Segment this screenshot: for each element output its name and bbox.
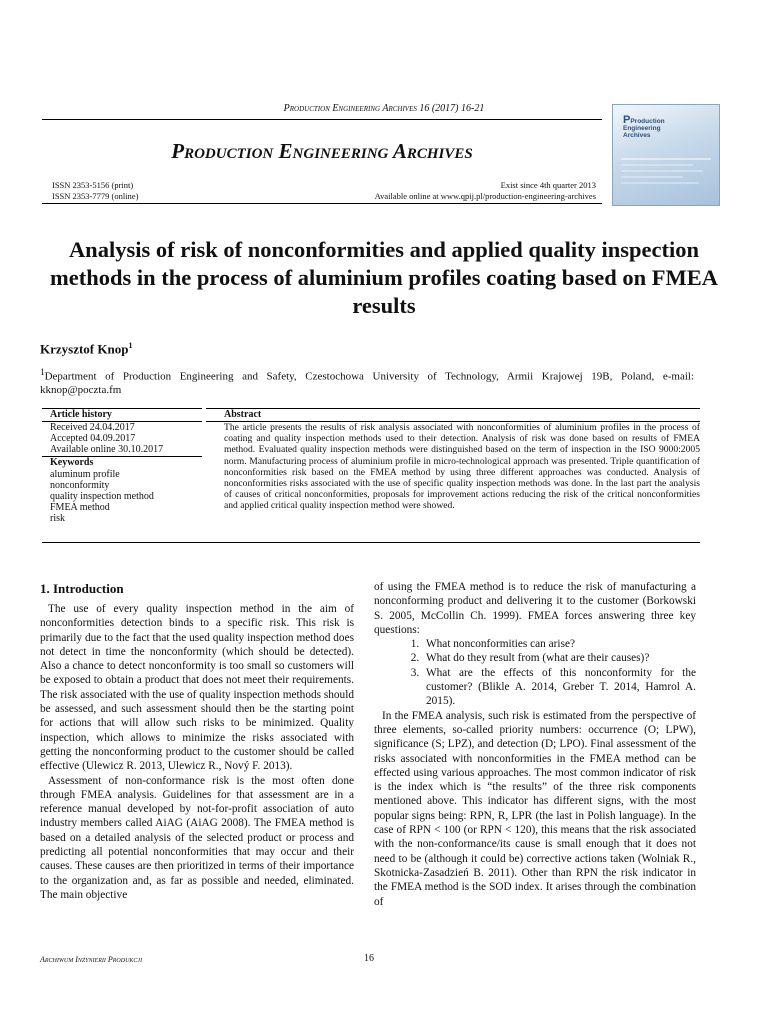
list-item: 1. What nonconformities can arise? xyxy=(422,637,696,651)
body-column-right xyxy=(374,580,696,909)
metadata-bottom-rule xyxy=(42,542,700,543)
keyword-item: risk xyxy=(50,513,65,525)
running-head: Production Engineering Archives 16 (2017) 16-21 xyxy=(283,103,485,114)
issn-print: ISSN 2353-5156 (print) xyxy=(52,180,134,190)
section-heading: 1. Introduction xyxy=(40,581,124,596)
availability-block xyxy=(300,180,596,202)
paragraph: The use of every quality inspection method in the aim of nonconformities detection binds to a specific risk. This risk is primarily due to the fact that the used quality inspection method does not detect in time the nonconformity (which should be detected). Also a chance to detect nonconformity is too small so customers will be exposed to obtain a product that does not meet their requirements. The risk associated with the use of quality inspection methods should be assessed, and such assessment should then be the starting point for actions that will allow such risks to be minimized. Quality inspection, which allows to minimize the risks associated with getting the nonconforming product to the customer should be called effective (Ulewicz R. 2013, Ulewicz R., Nový F. 2013). xyxy=(40,603,354,773)
header-rule xyxy=(42,119,602,120)
affiliation: $^1$Department of Production Engineering and Safety, Czestochowa University of Technology, Armii Krajowej 19B, Poland, e-mail: kknop@poczta.fm xyxy=(40,367,694,396)
paper-title: Analysis of risk of nonconformities and applied quality inspection methods in the process of aluminium profiles coating based on FMEA results xyxy=(50,237,718,318)
paragraph: Assessment of non-conformance risk is the most often done through FMEA analysis. Guidelines for that assessment are in a reference manual developed by not-for-profit association of auto industry members called AiAG (AiAG 2008). The FMEA method is based on a detailed analysis of the selected product or process and predicting all potential nonconformities that may occur and their causes. These causes are then prioritized in terms of their importance to the organization and, as far as possible and needed, eliminated. The main objective xyxy=(40,774,354,901)
abstract-text: The article presents the results of risk analysis associated with nonconformities of aluminium profiles in the process of coating and quality inspection methods used to their detection. Analysis of risk was done based on results of FMEA method. Evaluated quality inspection methods were distinguished based on the term of inspection in the ISO 9000:2005 norm. Manufacturing process of aluminium profile in micro-technological approach was presented. Triple quantification of nonconformities risk based on the FMEA method by using three different approaches was conducted. Analysis of nonconformities risks associated with the use of specific quality inspection methods was done. In the last part the analysis of causes of critical nonconformities, proposals for improvement actions reducing the risk of the critical nonconformities and applied critical quality inspection method were showed. xyxy=(224,422,700,512)
available-online: Available online at www.qpij.pl/production-engineering-archives xyxy=(374,191,596,201)
cover-title: PProduction Engineering Archives xyxy=(623,114,665,139)
questions-list xyxy=(374,637,696,708)
journal-cover-thumbnail xyxy=(612,104,720,206)
abstract-heading: Abstract xyxy=(206,408,700,422)
keyword-item: FMEA method xyxy=(50,502,110,514)
keyword-item: nonconformity xyxy=(50,479,110,491)
exist-since: Exist since 4th quarter 2013 xyxy=(500,180,596,190)
paragraph: of using the FMEA method is to reduce the risk of manufacturing a nonconforming product and delivering it to the customer (Borkowski S. 2005, McCollin Ch. 1999). FMEA forces answering three key questions: xyxy=(374,581,696,636)
paragraph: In the FMEA analysis, such risk is estimated from the perspective of three elements, so-called priority numbers: occurrence (O; LPW), significance (S; LPZ), and detection (D; LPO). Final assessment of the risks associated with nonconformities in the FMEA method can be effected using various approaches. The most common indicator of risk is the index which is “the results” of the three risk components mentioned above. This indicator has different signs, with the most popular signs being: RPN, R, LPR (the last in Polish language). In the case of RPN < 100 (or RPN < 120), this means that the risk associated with the non-conformance/its cause is small enough that it does not need to be (although it could be) corrective actions taken (Wolniak R., Skotnicka-Zasadzień B. 2011). Other than RPN the risk indicator in the FMEA method is the SOD index. It arises through the combination of xyxy=(374,709,696,908)
history-dates xyxy=(42,422,202,456)
issn-online: ISSN 2353-7779 (online) xyxy=(52,191,139,201)
abstract-panel xyxy=(206,408,700,542)
list-item: 2. What do they result from (what are their causes)? xyxy=(422,651,696,665)
keywords-heading: Keywords xyxy=(42,456,202,469)
keywords-list xyxy=(42,469,202,525)
accepted-date: Accepted 04.09.2017 xyxy=(50,433,136,445)
received-date: Received 24.04.2017 xyxy=(50,422,135,433)
issn-block xyxy=(52,180,138,202)
journal-title: Production Engineering Archives xyxy=(171,139,473,163)
list-item: 3. What are the effects of this nonconformity for the customer? (Blikle A. 2014, Greber T. 2014, Hamrol A. 2015). xyxy=(422,666,696,709)
footer-journal-name: Archiwum Inżynierii Produkcji xyxy=(40,955,143,964)
author: Krzysztof Knop$^1$ xyxy=(40,341,133,357)
keyword-item: aluminum profile xyxy=(50,468,120,480)
available-date: Available online 30.10.2017 xyxy=(50,444,164,456)
article-history-panel xyxy=(42,408,202,542)
keyword-item: quality inspection method xyxy=(50,491,154,503)
issn-rule xyxy=(42,203,602,204)
page-number: 16 xyxy=(364,953,374,964)
article-history-heading: Article history xyxy=(42,408,202,422)
body-column-left xyxy=(40,580,354,902)
